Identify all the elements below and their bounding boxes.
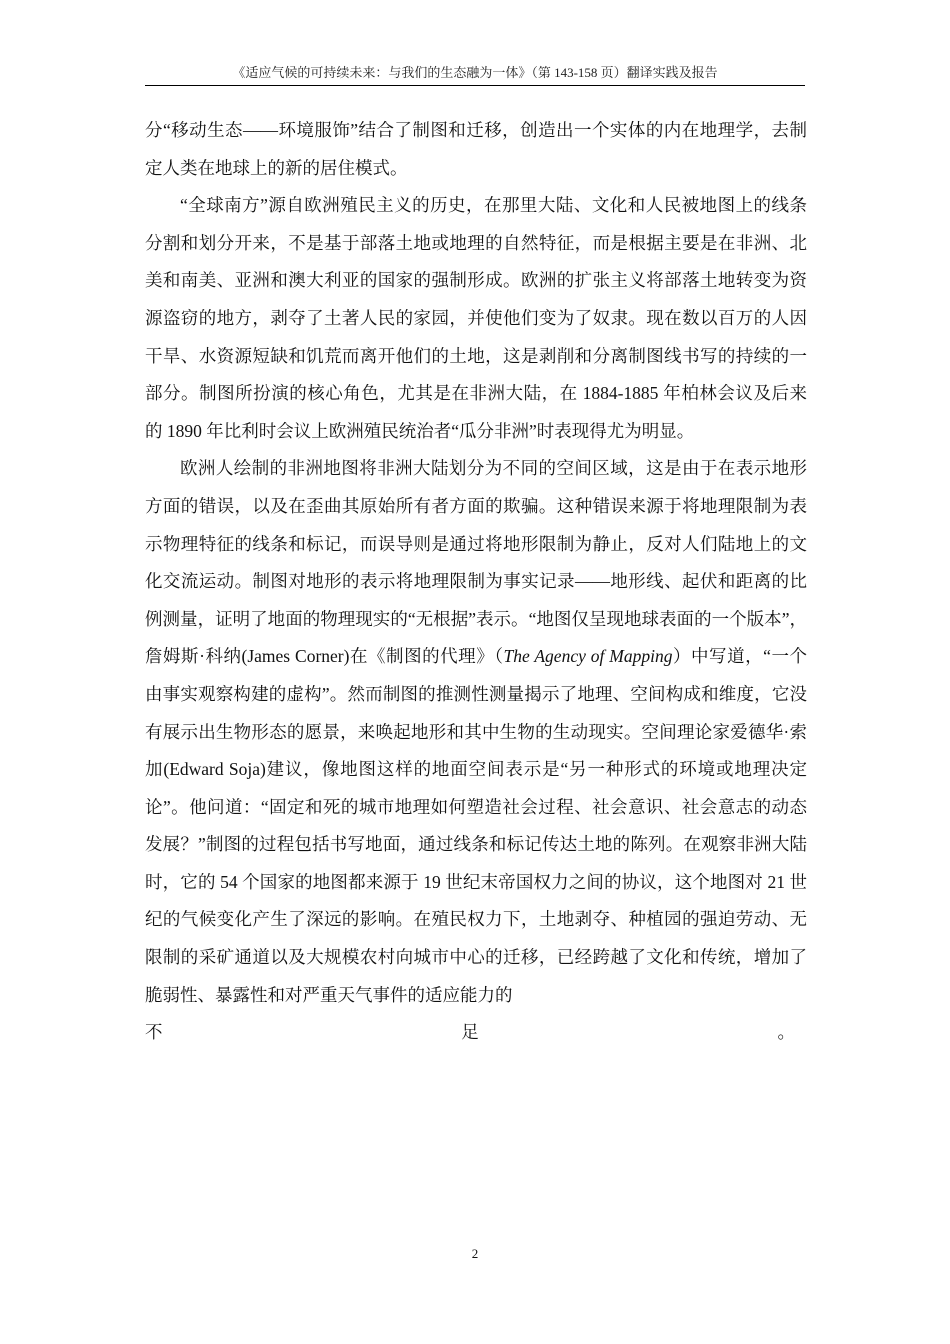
paragraph-3 <box>145 450 807 1014</box>
last-line-char-2: 足 <box>461 1022 479 1043</box>
last-line-char-1: 不 <box>145 1022 163 1043</box>
paragraph-3-part-a: 欧洲人绘制的非洲地图将非洲大陆划分为不同的空间区域，这是由于在表示地形方面的错误，以及在歪曲其原始所有者方面的欺骗。这种错误来源于将地理限制为表示物理特征的线条和标记，而误导则是通过将地形限制为静止，反对人们陆地上的文化交流运动。制图对地形的表示将地理限制为事实记录——地形线、起伏和距离的比例测量，证明了地面的物理现实的“无根据”表示。“地图仅呈现地球表面的一个版本”，詹姆斯·科纳(James Corner)在《制图的代理》（ <box>145 458 807 667</box>
page-number: 2 <box>471 1246 479 1261</box>
paragraph-3-last-line <box>145 1014 795 1052</box>
paragraph-1: 分“移动生态——环境服饰”结合了制图和迁移，创造出一个实体的内在地理学，去制定人类在地球上的新的居住模式。 <box>145 120 807 178</box>
book-title-italic: The Agency of Mapping <box>503 646 673 667</box>
document-body <box>145 112 807 1052</box>
last-line-char-3: 。 <box>777 1022 795 1043</box>
header-rule <box>145 85 805 86</box>
paragraph-3-part-b: ）中写道，“一个由事实观察构建的虚构”。然而制图的推测性测量揭示了地理、空间构成和维度，它没有展示出生物形态的愿景，来唤起地形和其中生物的生动现实。空间理论家爱德华·索加(Edward Soja)建议，像地图这样的地面空间表示是“另一种形式的环境或地理决定论”。他问道：“固定和死的城市地理如何塑造社会过程、社会意识、社会意志的动态发展？”制图的过程包括书写地面，通过线条和标记传达土地的陈列。在观察非洲大陆时，它的 54 个国家的地图都来源于 19 世纪末帝国权力之间的协议，这个地图对 21 世纪的气候变化产生了深远的影响。在殖民权力下，土地剥夺、种植园的强迫劳动、无限制的采矿通道以及大规模农村向城市中心的迁移，已经跨越了文化和传统，增加了脆弱性、暴露性和对严重天气事件的适应能力的 <box>145 646 807 1005</box>
running-header: 《适应气候的可持续未来：与我们的生态融为一体》（第 143-158 页）翻译实践及报告 <box>232 65 718 80</box>
paragraph-2: “全球南方”源自欧洲殖民主义的历史，在那里大陆、文化和人民被地图上的线条分割和划分开来，不是基于部落土地或地理的自然特征，而是根据主要是在非洲、北美和南美、亚洲和澳大利亚的国家的强制形成。欧洲的扩张主义将部落土地转变为资源盗窃的地方，剥夺了土著人民的家园，并使他们变为了奴隶。现在数以百万的人因干旱、水资源短缺和饥荒而离开他们的土地，这是剥削和分离制图线书写的持续的一部分。制图所扮演的核心角色，尤其是在非洲大陆，在 1884-1885 年柏林会议及后来的 1890 年比利时会议上欧洲殖民统治者“瓜分非洲”时表现得尤为明显。 <box>145 195 807 441</box>
